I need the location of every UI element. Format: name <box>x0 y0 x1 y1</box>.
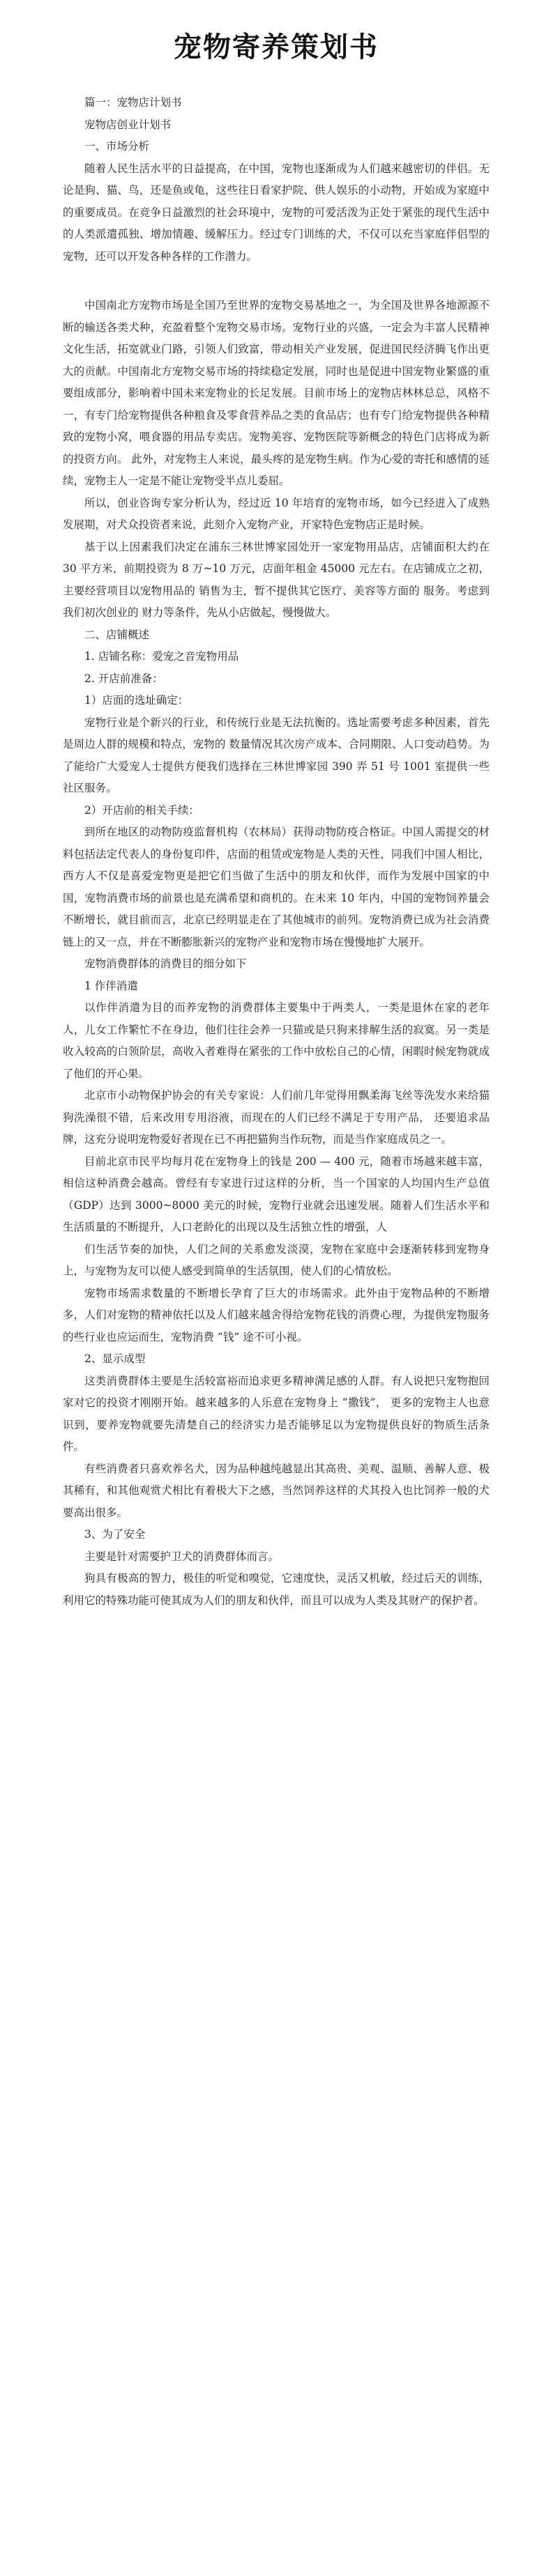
segment-heading-companionship: 1 作伴消遣 <box>84 979 138 992</box>
store-name-line: 1. 店铺名称：爱宠之音宠物用品 <box>84 650 239 663</box>
paragraph-companionship: 以作伴消遣为目的而养宠物的消费群体主要集中于两类人，一类是退休在家的老年人，儿女工作繁忙不在身边，他们往往会养一只猫或是只狗来排解生活的寂寞。另一类是收入较高的白领阶层，高收入者难得在紧张的工作中放松自己的心情，闲暇时候宠物就成了他们的开心果。 <box>63 1001 490 1080</box>
paragraph-expert-quote: 北京市小动物保护协会的有关专家说：人们前几年觉得用飘柔海飞丝等洗发水来给猫狗洗澡很不错，后来改用专用浴液，而现在的人们已经不满足于专用产品， 还要追求品牌，这充分说明宠物爱好者现在已不再把猫狗当作玩物，而是当作家庭成员之一。 <box>63 1089 490 1146</box>
document-title: 宠物寄养策划书 <box>174 31 379 63</box>
paragraph-location: 宠物行业是个新兴的行业，和传统行业是无法抗衡的。选址需要考虑多种因素，首先是周边人群的规模和特点，宠物的 数量情况其次房产成本、合同期限、人口变动趋势。为了能给广大爱宠人士提供方便我们选择在三林世博家园 390 弄 51 号 1001 室提供一些社区服务。 <box>63 716 490 794</box>
preparation-heading: 2. 开店前准备： <box>84 672 163 685</box>
paragraph-purebred: 有些消费者只喜欢养名犬，因为品种越纯越显出其高贵、美观、温顺、善解人意、极其稀有，和其他观赏犬相比有着极大下之感，当然饲养这样的犬其投入也比饲养一般的犬要高出很多。 <box>63 1462 490 1519</box>
paragraph-lifestyle: 们生活节奏的加快，人们之间的关系愈发淡漠，宠物在家庭中会逐渐转移到宠物身上，与宠物为友可以使人感受到简单的生活氛围，使人们的心情放松。 <box>63 1242 490 1277</box>
paragraph-market-intro: 随着人民生活水平的日益提高，在中国，宠物也逐渐成为人们越来越密切的伴侣。无论是狗、猫、鸟，还是鱼或龟，这些往日看家护院、供人娱乐的小动物，开始成为家庭中的重要成员。在竞争日益激烈的社会环境中，宠物的可爱活泼为正处于紧张的现代生活中的人类派遣孤独、增加情趣、缓解压力。经过专门训练的犬，不仅可以充当家庭伴侣型的宠物，还可以开发各种各样的工作潜力。 <box>63 162 490 263</box>
paragraph-dog-abilities: 狗具有极高的智力，极佳的听觉和嗅觉，它速度快，灵活又机敏，经过后天的训练，利用它的特殊功能可使其成为人们的朋友和伙伴，而且可以成为人类及其财产的保护者。 <box>63 1572 490 1607</box>
paragraph-procedures: 到所在地区的动物防疫监督机构（农林局）获得动物防疫合格证。中国人需提交的材料包括法定代表人的身份复印件，店面的租赁或宠物是人类的天性，同我们中国人相比，西方人不仅是喜爱宠物更是把它们当做了生活中的朋友和伙伴，而作为发展中国家的中国，宠物消费市场的前景也是充满希望和商机的。在未来 10 年内，中国的宠物饲养量会不断增长，就目前而言，北京已经明显走在了其他城市的前列。宠物消费已成为社会消费链上的又一点，并在不断膨胀新兴的宠物产业和宠物市场在慢慢地扩大展开。 <box>63 826 490 948</box>
paragraph-display: 这类消费群体主要是生活较富裕而追求更多精神满足感的人群。有人说把只宠物抱回家对它的投资才刚刚开始。越来越多的人乐意在宠物身上 “撒钱”， 更多的宠物主人也意识到，要养宠物就要先清楚自己的经济实力是否能够足以为宠物提供良好的物质生活条件。 <box>63 1374 490 1453</box>
paragraph-store-decision: 基于以上因素我们决定在浦东三林世博家园处开一家宠物用品店，店铺面积大约在 30 平方米，前期投资为 8 万~10 万元，店面年租金 45000 元左右。在店铺成立之初，主要经营项目以宠物用品的 销售为主，暂不提供其它医疗、美容等方面的 服务。考虑到 我们初次创业的 财力等条件，先从小店做起，慢慢做大。 <box>63 540 490 619</box>
article-label: 篇一：宠物店计划书 <box>84 96 182 109</box>
paragraph-guard-dogs: 主要是针对需要护卫犬的消费群体而言。 <box>84 1550 280 1563</box>
document-body <box>63 92 490 1612</box>
paragraph-consultant-analysis: 所以，创业咨询专家分析认为，经过近 10 年培育的宠物市场，如今已经进入了成熟发展期，对犬众投资者来说，此刻介入宠物产业，开家特色宠物店正是时候。 <box>63 496 490 531</box>
paragraph-market-demand: 宠物市场需求数量的不断增长孕育了巨大的市场需求。此外由于宠物品种的不断增多，人们对宠物的精神依托以及人们越来越舍得给宠物花钱的消费心理，为提供宠物服务的些行业也应运而生，宠物消费 “钱” 途不可小视。 <box>63 1286 490 1343</box>
section-heading-market: 一、市场分析 <box>84 140 150 153</box>
location-heading: 1）店面的选址确定： <box>84 694 189 707</box>
blank-gap <box>63 268 490 295</box>
paragraph-market-north-south: 中国南北方宠物市场是全国乃至世界的宠物交易基地之一，为全国及世界各地源源不断的输送各类犬种，充盈着整个宠物交易市场。宠物行业的兴盛，一定会为丰富人民精神文化生活，拓宽就业门路，引领人们致富，带动相关产业发展，促进国民经济腾飞作出更大的贡献。中国南北方宠物交易市场的持续稳定发展，同时也是促进中国宠物业繁盛的重要组成部分，影响着中国未来宠物业的长足发展。目前市场上的宠物店林林总总，风格不一，有专门给宠物提供各种粮食及零食营养品之类的食品店；也有专门给宠物提供各种精致的宠物小窝，喂食器的用品专卖店。宠物美容、宠物医院等新概念的特色门店将成为新的投资方向。 此外，对宠物主人来说，最头疼的是宠物生病。作为心爱的寄托和感情的延续，宠物主人一定是不能让宠物受半点儿委屈。 <box>63 299 490 487</box>
segment-heading-display: 2、显示成型 <box>84 1352 146 1365</box>
consumer-segments-heading: 宠物消费群体的消费目的细分如下 <box>84 957 247 970</box>
plan-subtitle: 宠物店创业计划书 <box>84 118 172 131</box>
segment-heading-safety: 3、为了安全 <box>84 1528 146 1541</box>
procedures-heading: 2）开店前的相关手续： <box>84 803 199 817</box>
section-heading-overview: 二、店铺概述 <box>84 628 150 641</box>
paragraph-spending: 目前北京市民平均每月花在宠物身上的钱是 200 — 400 元，随着市场越来越丰富，相信这种消费会越高。曾经有专家进行过这样的分析，当一个国家的人均国内生产总值（GDP）达到 3000~8000 美元的时候，宠物行业就会迅速发展。随着人们生活水平和生活质量的不断提升，人口老龄化的出现以及生活独立性的增强，人 <box>63 1155 490 1233</box>
